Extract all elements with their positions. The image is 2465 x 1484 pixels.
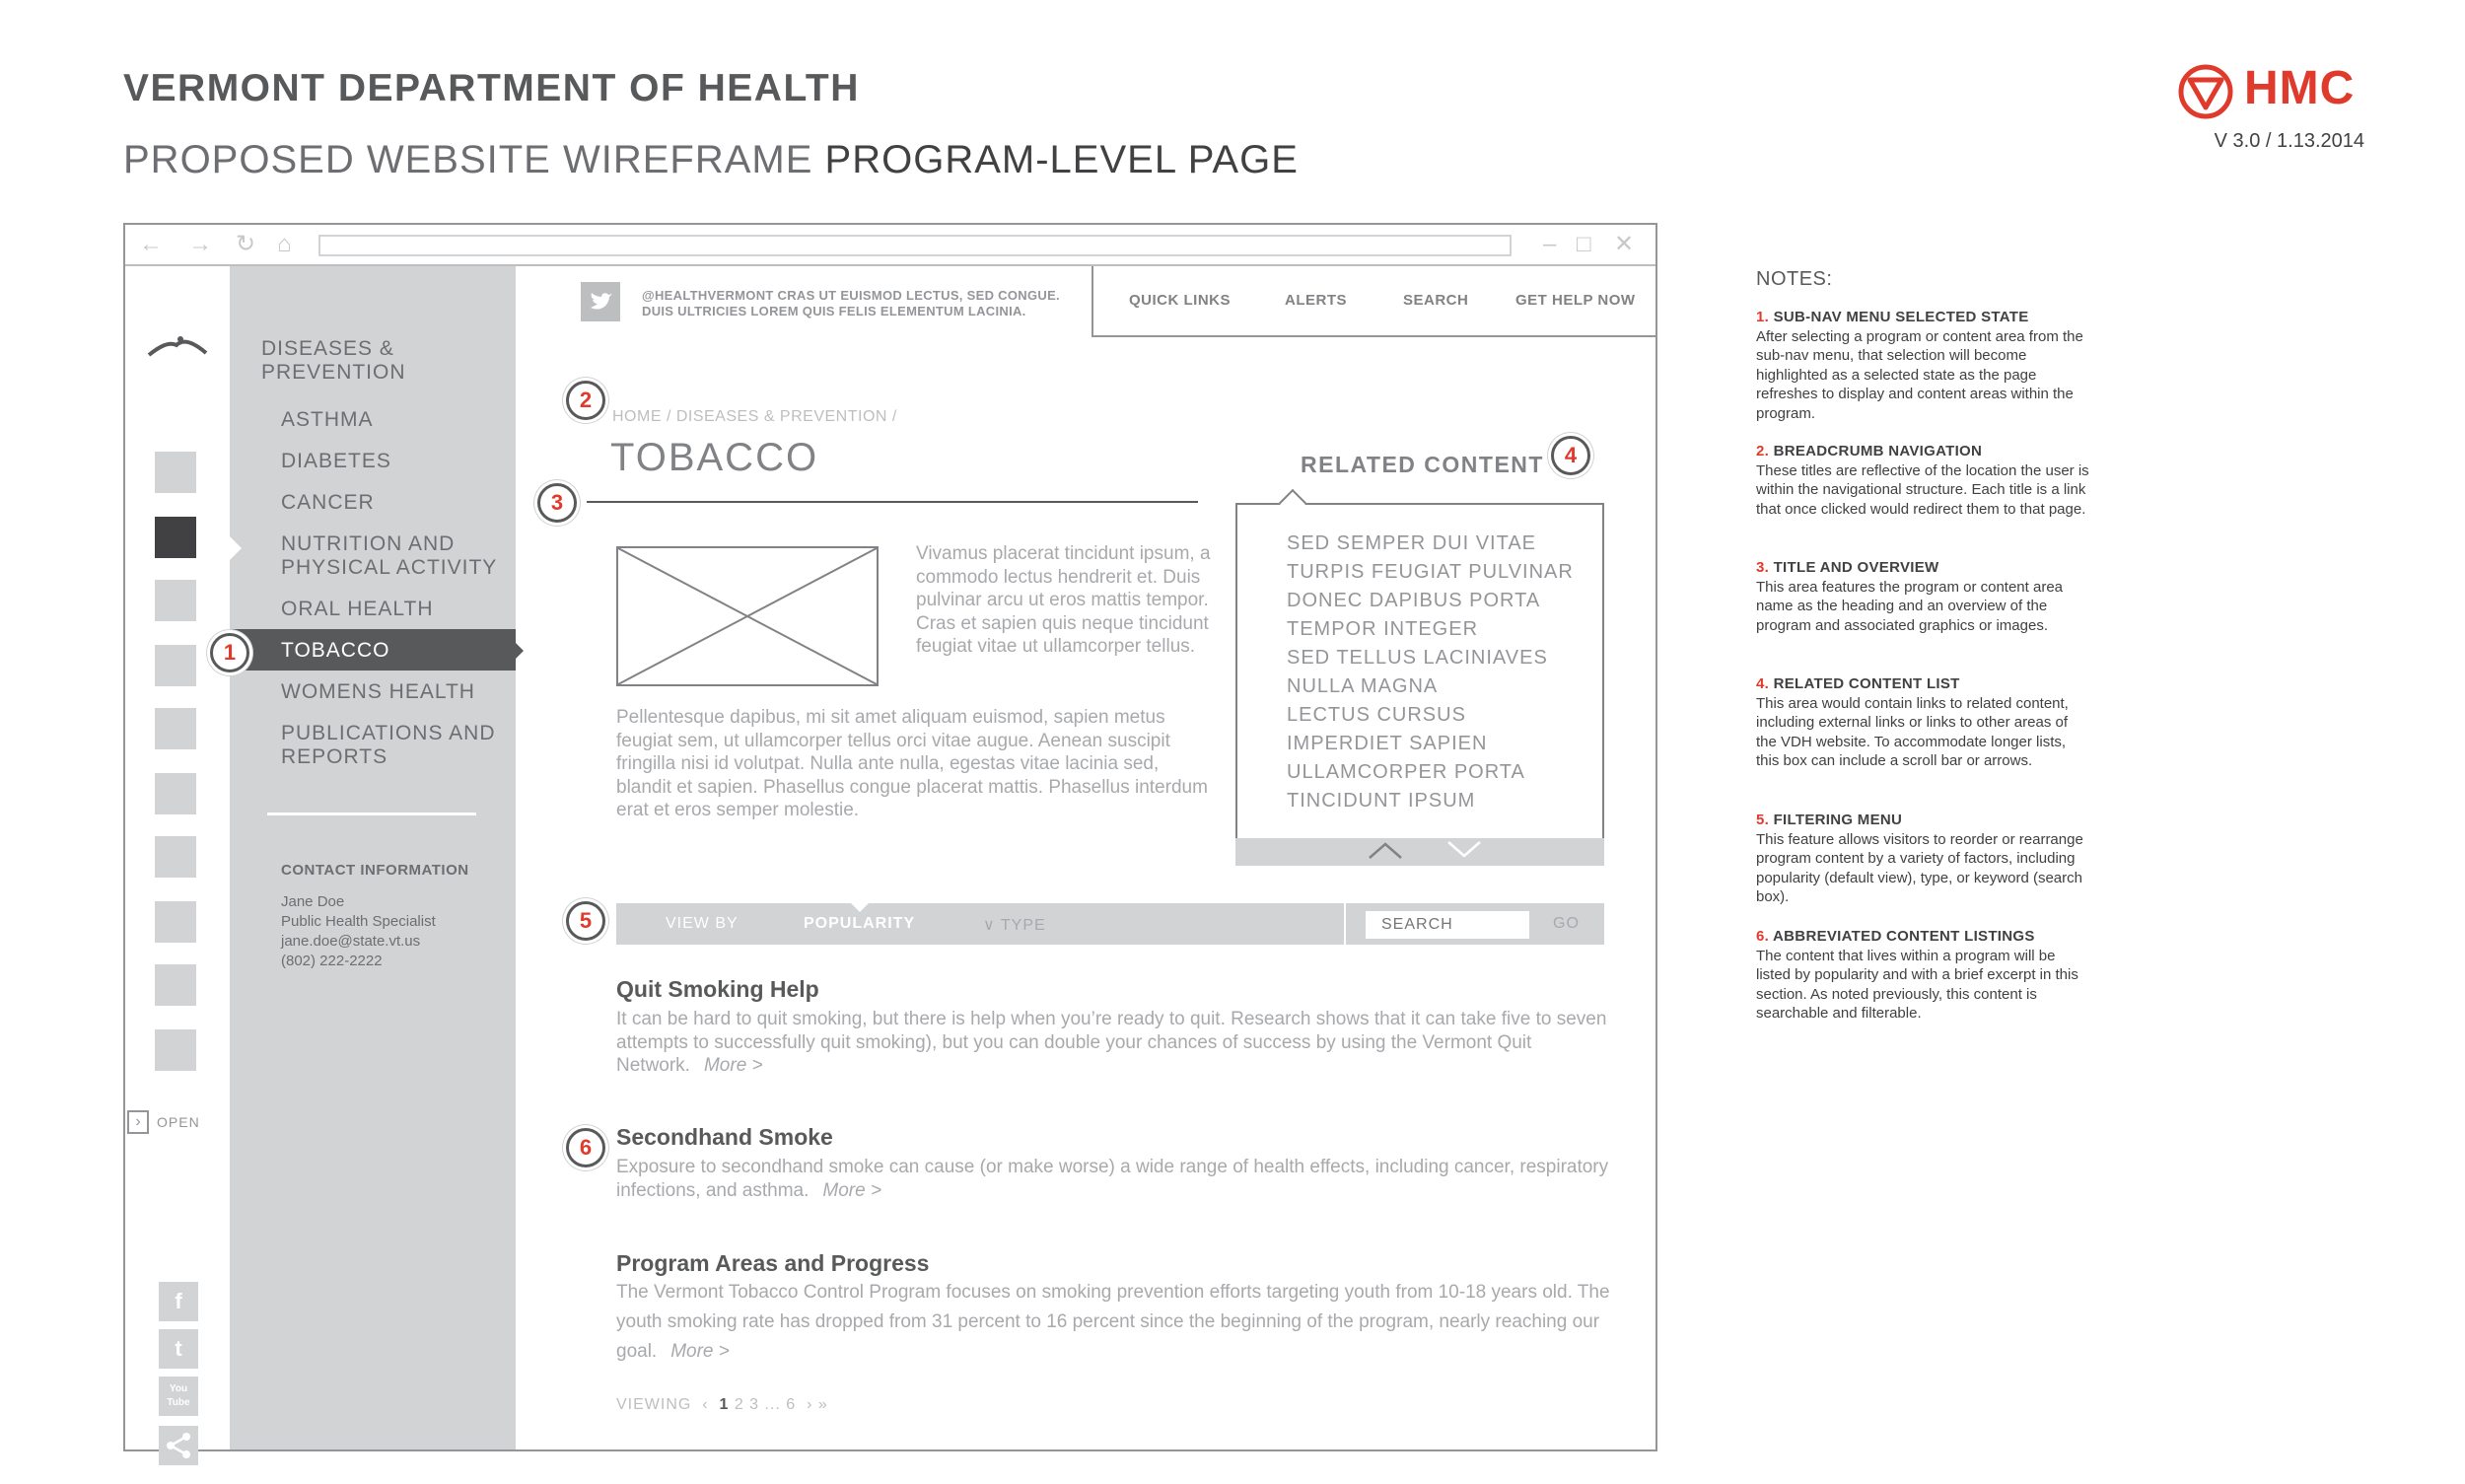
overview-text-right: Vivamus placerat tincidunt ipsum, a commodo lectus hendrerit et. Duis pulvinar arcu ut eros mattis tempor. Cras et sapien quis neque tincidunt feugiat vitae ut ullamcorper tellus. [916, 543, 1211, 657]
facebook-icon[interactable]: f [159, 1282, 198, 1321]
filter-view-by-label: VIEW BY [666, 915, 739, 932]
home-icon[interactable]: ⌂ [277, 231, 292, 257]
related-item[interactable]: TURPIS FEUGIAT PULVINAR [1287, 561, 1574, 583]
icon-rail [125, 266, 230, 1449]
pager-next-icon[interactable]: › [807, 1396, 813, 1413]
related-item[interactable]: IMPERDIET SAPIEN [1287, 733, 1488, 754]
rail-item-7[interactable] [155, 836, 196, 878]
callout-3: 3 [537, 483, 577, 523]
callout-4: 4 [1551, 436, 1590, 475]
listing-body: It can be hard to quit smoking, but there is help when you’re ready to quit. Research shows that it can take five to seven attempts to successfully quit smoking), but you can double your chances of success by using the Vermont Quit Network. [616, 1009, 1607, 1076]
note-heading-text: FILTERING MENU [1773, 812, 1903, 828]
twitter-bird-icon [581, 282, 620, 321]
related-item[interactable]: ULLAMCORPER PORTA [1287, 761, 1525, 783]
browser-toolbar [125, 225, 1655, 266]
subnav-selected-arrow [514, 641, 524, 661]
listing-more-link[interactable]: More > [703, 1055, 763, 1076]
listing-excerpt [616, 1278, 1612, 1367]
note-number: 5. [1756, 812, 1770, 828]
document-subtitle [123, 138, 1299, 182]
rail-item-9[interactable] [155, 964, 196, 1006]
contact-title: CONTACT INFORMATION [281, 862, 469, 879]
filter-popularity[interactable]: POPULARITY [804, 915, 916, 932]
note-body: These titles are reflective of the location the user is within the navigational structure. Each title is a link that once clicked would redirect them to that page. [1756, 461, 2089, 518]
listing-title[interactable]: Secondhand Smoke [616, 1124, 833, 1150]
youtube-icon[interactable]: You Tube [159, 1377, 198, 1416]
back-arrow-icon[interactable]: ← [139, 231, 163, 257]
listing-more-link[interactable]: More > [670, 1341, 730, 1362]
maximize-icon[interactable]: □ [1577, 231, 1591, 257]
vermont-logo-icon[interactable] [147, 333, 208, 359]
open-chevron-icon[interactable]: › [127, 1110, 149, 1134]
contact-email[interactable]: jane.doe@state.vt.us [281, 933, 421, 950]
scroll-down-icon[interactable] [1446, 840, 1482, 860]
rail-item-6[interactable] [155, 773, 196, 814]
filter-go-button[interactable]: GO [1553, 915, 1580, 932]
nav-get-help-now[interactable]: GET HELP NOW [1515, 292, 1636, 309]
listing-title[interactable]: Program Areas and Progress [616, 1250, 930, 1276]
notes-title: NOTES: [1756, 268, 1833, 290]
callout-1: 1 [210, 633, 249, 672]
pager-pages[interactable]: 2 3 ... 6 [734, 1396, 797, 1413]
note-number: 1. [1756, 309, 1770, 325]
subnav-item-tobacco[interactable]: TOBACCO [281, 639, 390, 662]
document-title: VERMONT DEPARTMENT OF HEALTH [123, 67, 860, 109]
callout-2: 2 [566, 381, 605, 420]
listing-excerpt [616, 1156, 1612, 1202]
contact-name: Jane Doe [281, 893, 345, 910]
callout-5: 5 [566, 901, 605, 941]
note-1 [1756, 308, 2091, 423]
note-6 [1756, 927, 2091, 1024]
note-number: 3. [1756, 559, 1770, 576]
utility-nav [1092, 266, 1655, 337]
url-bar[interactable] [318, 235, 1512, 256]
filter-type-label: TYPE [1000, 917, 1046, 934]
listing-excerpt [616, 1008, 1612, 1078]
subnav-item-diabetes[interactable]: DIABETES [281, 450, 391, 472]
rail-item-8[interactable] [155, 901, 196, 943]
pager-current-page[interactable]: 1 [719, 1396, 730, 1413]
minimize-icon[interactable]: – [1543, 231, 1557, 257]
related-item[interactable]: DONEC DAPIBUS PORTA [1287, 590, 1541, 611]
version-label: V 3.0 / 1.13.2014 [2214, 130, 2364, 152]
filter-selected-pointer [851, 903, 869, 912]
note-heading-text: SUB-NAV MENU SELECTED STATE [1773, 309, 2029, 325]
subnav-indicator [230, 536, 242, 560]
rail-item-3[interactable] [155, 580, 196, 621]
filter-type-dropdown[interactable] [983, 915, 1046, 935]
subnav-item-asthma[interactable]: ASTHMA [281, 408, 374, 431]
related-item[interactable]: NULLA MAGNA [1287, 675, 1439, 697]
listing-more-link[interactable]: More > [822, 1179, 882, 1201]
related-scroll-bar[interactable] [1235, 838, 1604, 866]
nav-search[interactable]: SEARCH [1403, 292, 1469, 309]
subnav-item-cancer[interactable]: CANCER [281, 491, 375, 514]
subnav-divider [267, 813, 476, 815]
rail-item-10[interactable] [155, 1029, 196, 1071]
hmc-brand: HMC [2244, 62, 2356, 114]
close-icon[interactable]: ✕ [1614, 231, 1635, 257]
twitter-feed-icon[interactable] [581, 282, 620, 321]
refresh-icon[interactable]: ↻ [236, 231, 256, 257]
note-5 [1756, 811, 2091, 907]
scroll-up-icon[interactable] [1368, 840, 1403, 860]
note-body: This area features the program or content area name as the heading and an overview of the program and associated graphics or images. [1756, 578, 2064, 634]
title-divider [587, 501, 1198, 503]
note-3 [1756, 558, 2091, 635]
note-body: This area would contain links to related content, including external links or links to other areas of the VDH website. To accommodate longer lists, this box can include a scroll bar or arrows. [1756, 694, 2069, 769]
note-heading [1756, 927, 2091, 947]
subnav-item-publications[interactable]: PUBLICATIONS AND REPORTS [281, 722, 496, 768]
pager-label: VIEWING [616, 1396, 692, 1413]
note-heading-text: TITLE AND OVERVIEW [1773, 559, 1939, 576]
open-label[interactable]: OPEN [157, 1114, 200, 1130]
subnav-title[interactable]: DISEASES & PREVENTION [261, 337, 406, 384]
pager-prev-icon[interactable]: ‹ [702, 1396, 709, 1413]
note-heading-text: ABBREVIATED CONTENT LISTINGS [1773, 928, 2035, 945]
browser-window [123, 223, 1657, 1451]
subtitle-dark: PROGRAM-LEVEL PAGE [824, 138, 1299, 181]
note-heading [1756, 811, 2091, 830]
overview-text-bottom: Pellentesque dapibus, mi sit amet aliquam euismod, sapien metus feugiat sem, ut ullamcorper tellus orci vitae augue. Aenean suscipit fringilla nisi id volutpat. Nulla ante nulla, egestas vitae lacinia sed, blandit et sapien. Phasellus congue placerat mattis. Phasellus interdum erat et eros semper molestie. [616, 707, 1208, 820]
note-body: This feature allows visitors to reorder or rearrange program content by a variety of factors, including popularity (default view), type, or keyword (search box). [1756, 830, 2083, 905]
note-body: The content that lives within a program will be listed by popularity and with a brief excerpt in this section. As noted previously, this content is searchable and filterable. [1756, 947, 2078, 1022]
related-item[interactable]: SED SEMPER DUI VITAE [1287, 532, 1537, 554]
subnav-item-nutrition[interactable]: NUTRITION AND PHYSICAL ACTIVITY [281, 532, 498, 579]
sub-nav-menu [230, 266, 516, 1449]
note-number: 4. [1756, 675, 1770, 692]
note-heading [1756, 308, 2091, 327]
listing-body: Exposure to secondhand smoke can cause (or make worse) a wide range of health effects, including cancer, respiratory infections, and asthma. [616, 1157, 1609, 1201]
related-item[interactable]: TINCIDUNT IPSUM [1287, 790, 1476, 812]
twitter-icon[interactable]: t [159, 1329, 198, 1369]
nav-alerts[interactable]: ALERTS [1285, 292, 1347, 309]
pager-last-icon[interactable]: » [817, 1396, 828, 1413]
nav-quick-links[interactable]: QUICK LINKS [1129, 292, 1231, 309]
chevron-down-icon: ∨ [983, 917, 996, 934]
note-body: After selecting a program or content area from the sub-nav menu, that selection will become highlighted as a selected state as the page refreshes to display and content areas within the program. [1756, 327, 2083, 422]
pagination [616, 1396, 828, 1414]
note-heading [1756, 442, 2091, 461]
page-title: TOBACCO [610, 436, 819, 479]
note-heading [1756, 558, 2091, 578]
twitter-feed-text[interactable]: @HEALTHVERMONT CRAS UT EUISMOD LECTUS, SED CONGUE. DUIS ULTRICIES LOREM QUIS FELIS ELEMENTUM LACINIA. [642, 288, 1060, 318]
note-heading-text: BREADCRUMB NAVIGATION [1773, 443, 1983, 459]
filter-search [1346, 903, 1604, 945]
rail-item-4[interactable] [155, 645, 196, 686]
note-heading-text: RELATED CONTENT LIST [1773, 675, 1960, 692]
related-content-title: RELATED CONTENT [1301, 452, 1544, 477]
contact-phone: (802) 222-2222 [281, 953, 383, 969]
related-item[interactable]: LECTUS CURSUS [1287, 704, 1466, 726]
rail-item-5[interactable] [155, 708, 196, 749]
related-item[interactable]: SED TELLUS LACINIAVES [1287, 647, 1548, 669]
note-number: 6. [1756, 928, 1770, 945]
subtitle-light: PROPOSED WEBSITE WIREFRAME [123, 138, 813, 181]
note-2 [1756, 442, 2091, 519]
subnav-item-oral-health[interactable]: ORAL HEALTH [281, 598, 434, 620]
share-icon[interactable] [159, 1426, 198, 1465]
breadcrumb[interactable]: HOME / DISEASES & PREVENTION / [612, 408, 897, 425]
subnav-item-womens-health[interactable]: WOMENS HEALTH [281, 680, 475, 703]
listing-title[interactable]: Quit Smoking Help [616, 976, 819, 1002]
filter-search-input[interactable] [1366, 911, 1529, 939]
share-glyph-icon [159, 1426, 198, 1465]
forward-arrow-icon[interactable]: → [188, 231, 212, 257]
related-item[interactable]: TEMPOR INTEGER [1287, 618, 1479, 640]
hmc-logo-icon [2177, 63, 2234, 120]
note-heading [1756, 674, 2091, 694]
rail-item-2-active[interactable] [155, 517, 196, 558]
filter-menu [616, 903, 1344, 945]
callout-6: 6 [566, 1128, 605, 1167]
image-placeholder-icon [616, 546, 879, 686]
listing-body: The Vermont Tobacco Control Program focuses on smoking prevention efforts targeting youth from 10-18 years old. The youth smoking rate has dropped from 31 percent to 16 percent since the beginning of the program, nearly reaching our goal. [616, 1282, 1610, 1362]
rail-item-1[interactable] [155, 452, 196, 493]
contact-role: Public Health Specialist [281, 913, 436, 930]
note-number: 2. [1756, 443, 1770, 459]
note-4 [1756, 674, 2091, 771]
